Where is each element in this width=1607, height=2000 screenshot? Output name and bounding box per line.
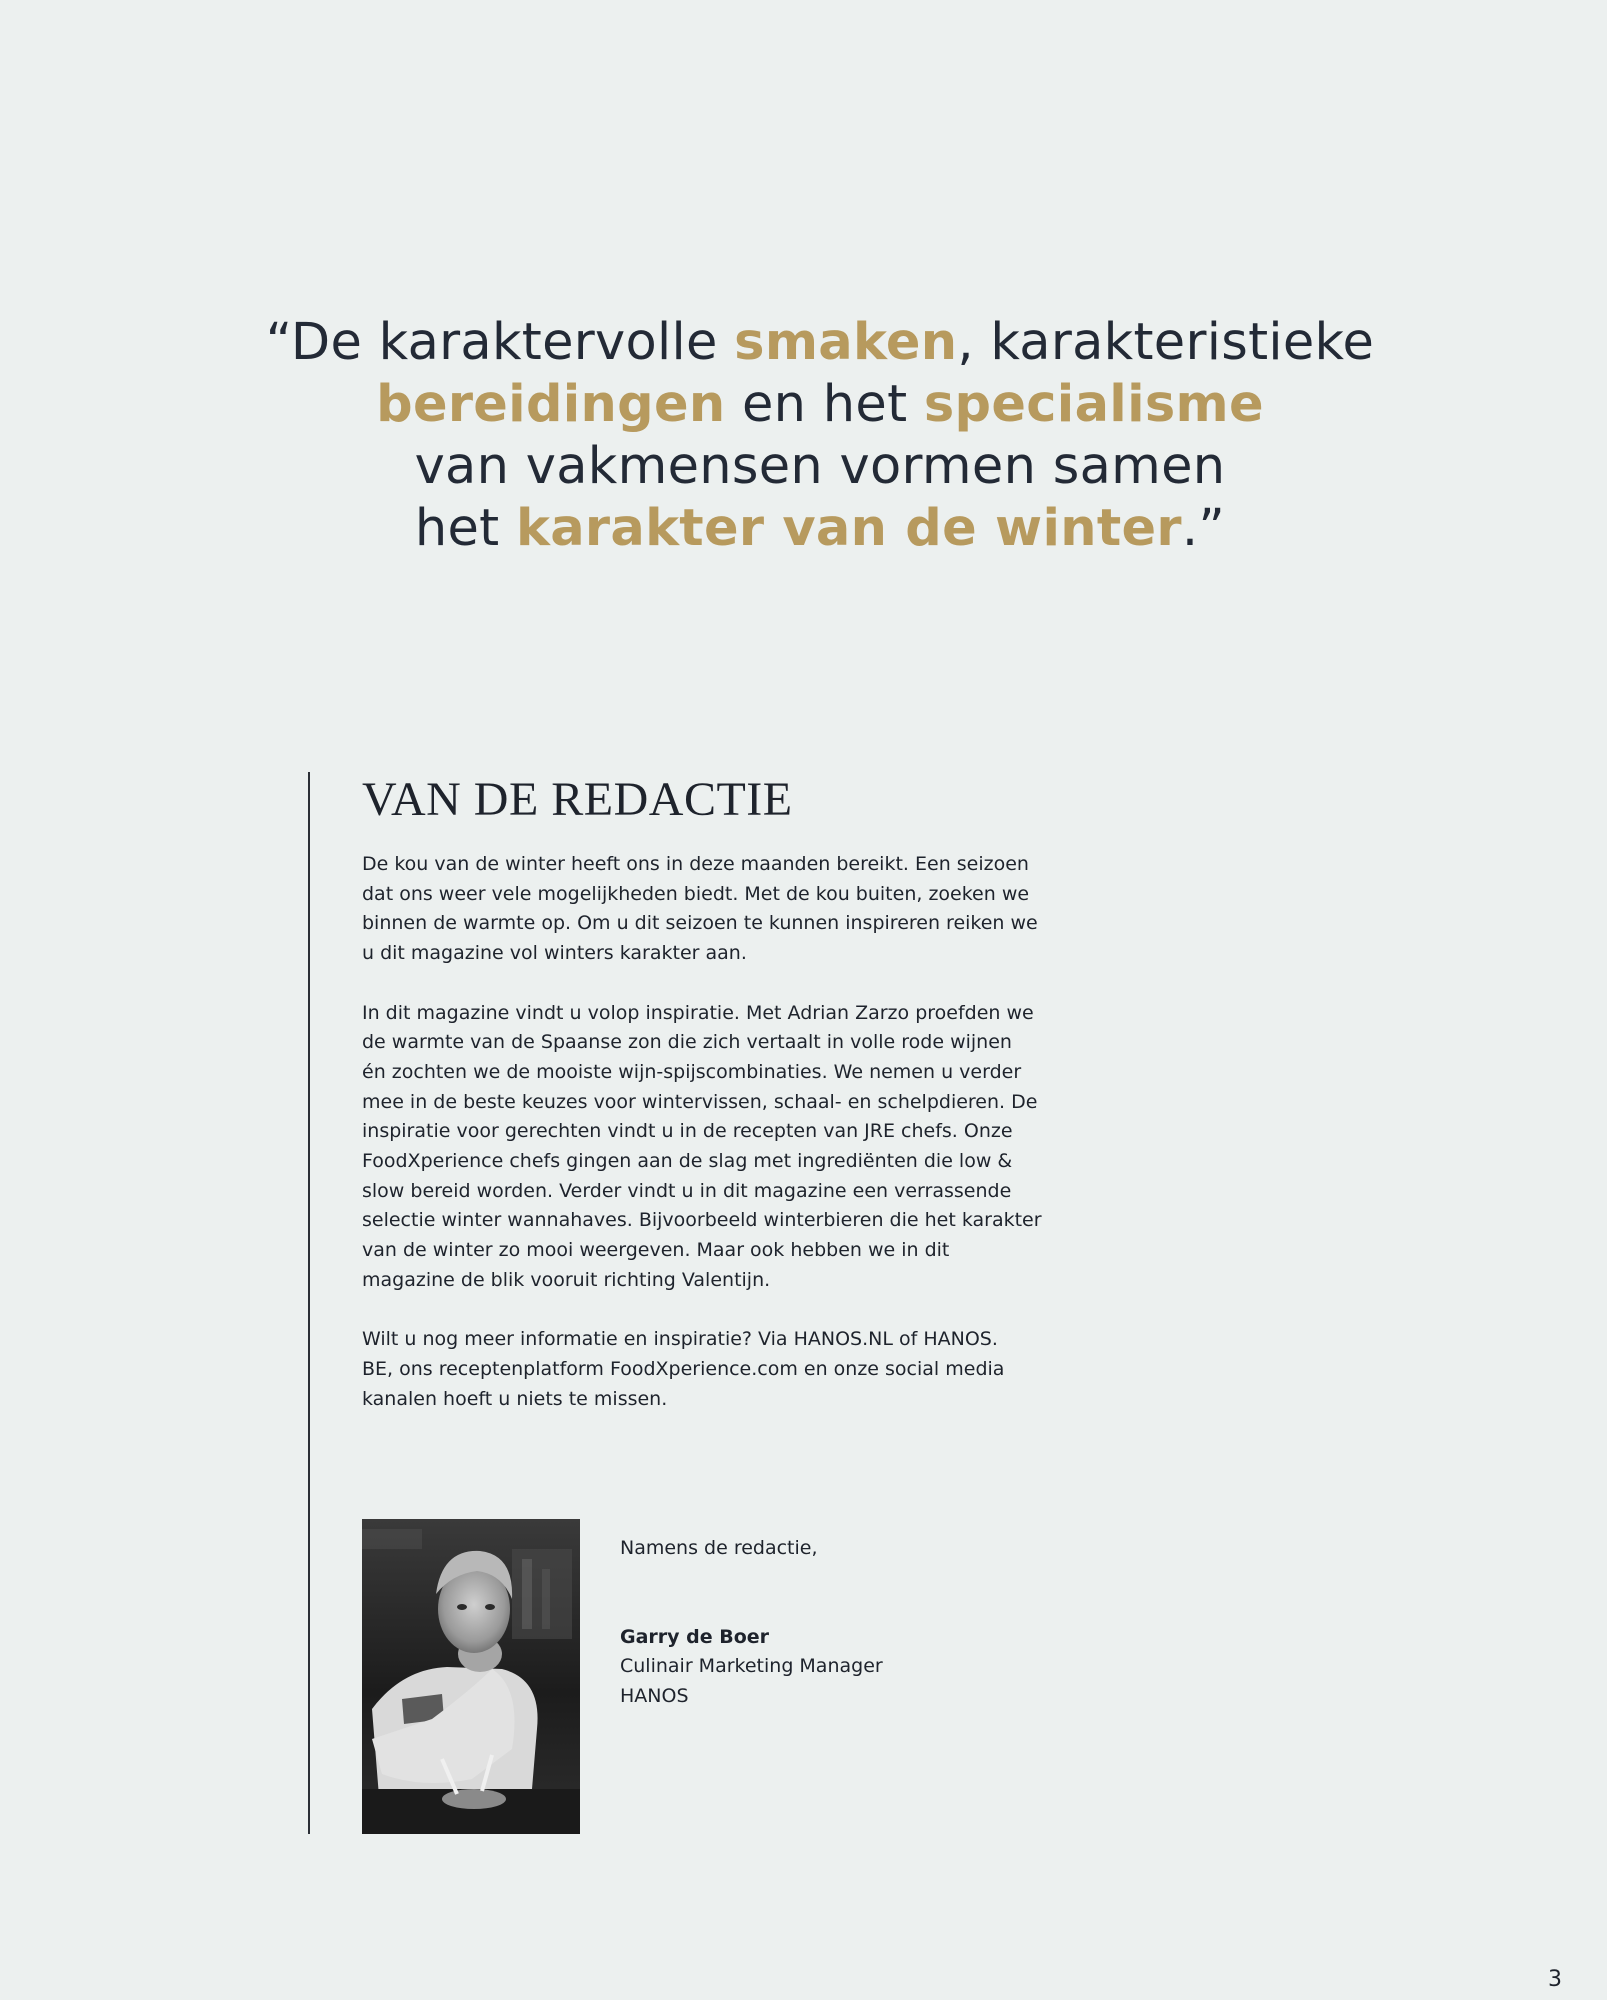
quote-line-2 (180, 374, 1460, 436)
signature-name: Garry de Boer (620, 1625, 770, 1648)
signature-greeting: Namens de redactie, (620, 1537, 818, 1559)
quote-open-mark: “ (265, 313, 291, 372)
quote-line-4 (180, 498, 1460, 560)
vertical-rule (308, 772, 310, 1834)
pull-quote (180, 312, 1460, 560)
editorial-paragraph: Wilt u nog meer informatie en inspiratie? Via HANOS.NL of HANOS. BE, ons receptenplatform FoodXperience.com en onze social media kanalen hoeft u niets te missen. (362, 1328, 1005, 1410)
quote-text: , karakteristieke (957, 313, 1375, 372)
quote-line-1 (180, 312, 1460, 374)
quote-line-3: van vakmensen vormen samen (414, 437, 1226, 496)
editorial-paragraph: De kou van de winter heeft ons in deze maanden bereikt. Een seizoen dat ons weer vele mogelijkheden biedt. Met de kou buiten, zoeken we binnen de warmte op. Om u dit seizoen te kunnen inspireren reiken we u dit magazine vol winters karakter aan. (362, 853, 1038, 965)
quote-highlight: smaken (734, 313, 958, 372)
signature-role: Culinair Marketing Manager (620, 1655, 883, 1678)
page-number: 3 (1548, 1967, 1562, 1992)
quote-highlight: specialisme (923, 375, 1264, 434)
quote-text: en het (725, 375, 924, 434)
author-portrait-image (362, 1519, 580, 1834)
quote-highlight: bereidingen (376, 375, 726, 434)
editorial-body (362, 850, 1082, 1444)
quote-text: De karaktervolle (290, 313, 735, 372)
author-photo (362, 1519, 580, 1834)
quote-highlight: karakter van de winter (515, 499, 1182, 558)
quote-close-mark: .” (1181, 499, 1226, 558)
signature-block (620, 1534, 1120, 1712)
editorial-paragraph: In dit magazine vindt u volop inspiratie. Met Adrian Zarzo proefden we de warmte van de Spaanse zon die zich vertaalt in volle rode wijnen én zochten we de mooiste wijn-spijscombinaties. We nemen u verder mee in de beste keuzes voor wintervissen, schaal- en schelpdieren. De inspiratie voor gerechten vindt u in de recepten van JRE chefs. Onze FoodXperience chefs gingen aan de slag met ingrediënten die low & slow bereid worden. Verder vindt u in dit magazine een verrassende selectie winter wannahaves. Bijvoorbeeld winterbieren die het karakter van de winter zo mooi weergeven. Maar ook hebben we in dit magazine de blik vooruit richting Valentijn. (362, 1001, 1042, 1291)
quote-text: het (414, 499, 516, 558)
signature-company: HANOS (620, 1685, 689, 1708)
editorial-title: VAN DE REDACTIE (362, 773, 793, 826)
